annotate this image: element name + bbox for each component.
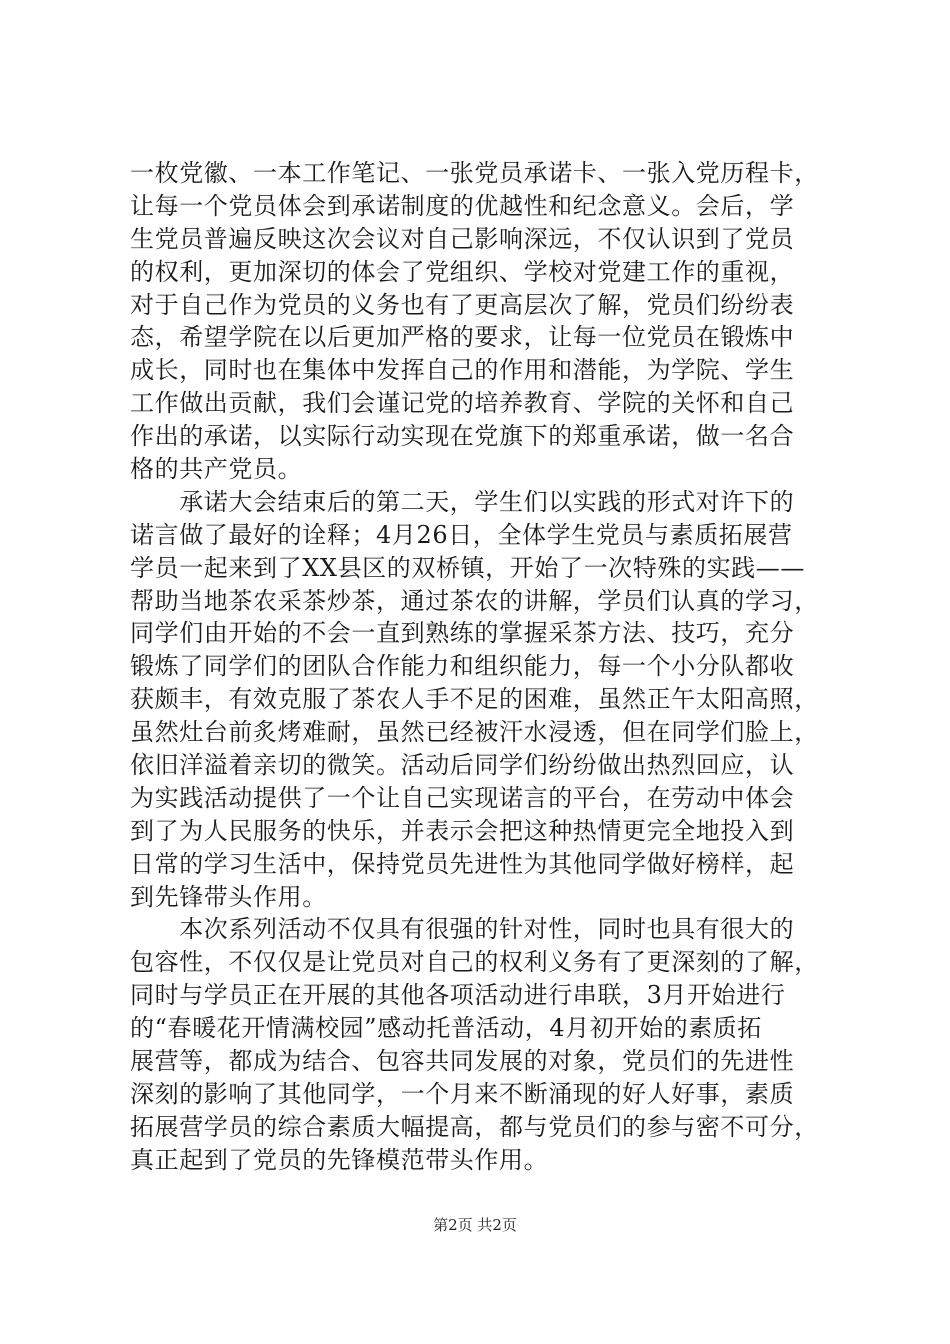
text-line: 帮助当地茶农采茶炒茶，通过茶农的讲解，学员们认真的学习，	[130, 586, 819, 615]
text-line: 本次系列活动不仅具有很强的针对性，同时也具有很大的	[130, 915, 795, 944]
text-line: 工作做出贡献，我们会谨记党的培养教育、学院的关怀和自己	[130, 389, 795, 418]
text-line: 成长，同时也在集体中发挥自己的作用和潜能，为学院、学生	[130, 356, 795, 385]
paragraph	[130, 913, 840, 1176]
text-line: 到先锋带头作用。	[130, 882, 327, 911]
paragraph	[130, 157, 840, 486]
text-line: 获颇丰，有效克服了茶农人手不足的困难，虽然正午太阳高照，	[130, 685, 819, 714]
text-line: 同时与学员正在开展的其他各项活动进行串联，3月开始进行	[130, 981, 786, 1010]
text-line: 真正起到了党员的先锋模范带头作用。	[130, 1145, 549, 1174]
body-text	[130, 157, 840, 1177]
text-line: 为实践活动提供了一个让自己实现诺言的平台，在劳动中体会	[130, 783, 795, 812]
paragraph	[130, 486, 840, 914]
text-line: 格的共产党员。	[130, 455, 303, 484]
text-line: 拓展营学员的综合素质大幅提高，都与党员们的参与密不可分，	[130, 1112, 819, 1141]
text-line: 承诺大会结束后的第二天，学生们以实践的形式对许下的	[130, 487, 795, 516]
text-line: 作出的承诺，以实际行动实现在党旗下的郑重承诺，做一名合	[130, 422, 795, 451]
text-line: 的“春暖花开情满校园”感动托普活动，4月初开始的素质拓	[130, 1014, 763, 1043]
text-line: 虽然灶台前炙烤难耐，虽然已经被汗水浸透，但在同学们脸上，	[130, 718, 819, 747]
text-line: 到了为人民服务的快乐，并表示会把这种热情更完全地投入到	[130, 816, 795, 845]
text-line: 锻炼了同学们的团队合作能力和组织能力，每一个小分队都收	[130, 652, 795, 681]
text-line: 诺言做了最好的诠释；4月26日，全体学生党员与素质拓展营	[130, 520, 793, 549]
text-line: 包容性，不仅仅是让党员对自己的权利义务有了更深刻的了解，	[130, 948, 819, 977]
text-line: 依旧洋溢着亲切的微笑。活动后同学们纷纷做出热烈回应，认	[130, 751, 795, 780]
text-line: 学员一起来到了XX县区的双桥镇，开始了一次特殊的实践——	[130, 553, 805, 582]
page-footer: 第2页 共2页	[433, 1216, 517, 1234]
text-line: 的权利，更加深切的体会了党组织、学校对党建工作的重视，	[130, 257, 795, 286]
text-line: 对于自己作为党员的义务也有了更高层次了解，党员们纷纷表	[130, 290, 795, 319]
text-line: 日常的学习生活中，保持党员先进性为其他同学做好榜样，起	[130, 849, 795, 878]
text-line: 同学们由开始的不会一直到熟练的掌握采茶方法、技巧，充分	[130, 619, 795, 648]
text-line: 生党员普遍反映这次会议对自己影响深远，不仅认识到了党员	[130, 224, 795, 253]
text-line: 一枚党徽、一本工作笔记、一张党员承诺卡、一张入党历程卡，	[130, 159, 819, 187]
text-line: 展营等，都成为结合、包容共同发展的对象，党员们的先进性	[130, 1047, 795, 1076]
text-line: 态，希望学院在以后更加严格的要求，让每一位党员在锻炼中	[130, 323, 795, 352]
text-line: 深刻的影响了其他同学，一个月来不断涌现的好人好事，素质	[130, 1079, 795, 1108]
text-line: 让每一个党员体会到承诺制度的优越性和纪念意义。会后，学	[130, 191, 795, 220]
